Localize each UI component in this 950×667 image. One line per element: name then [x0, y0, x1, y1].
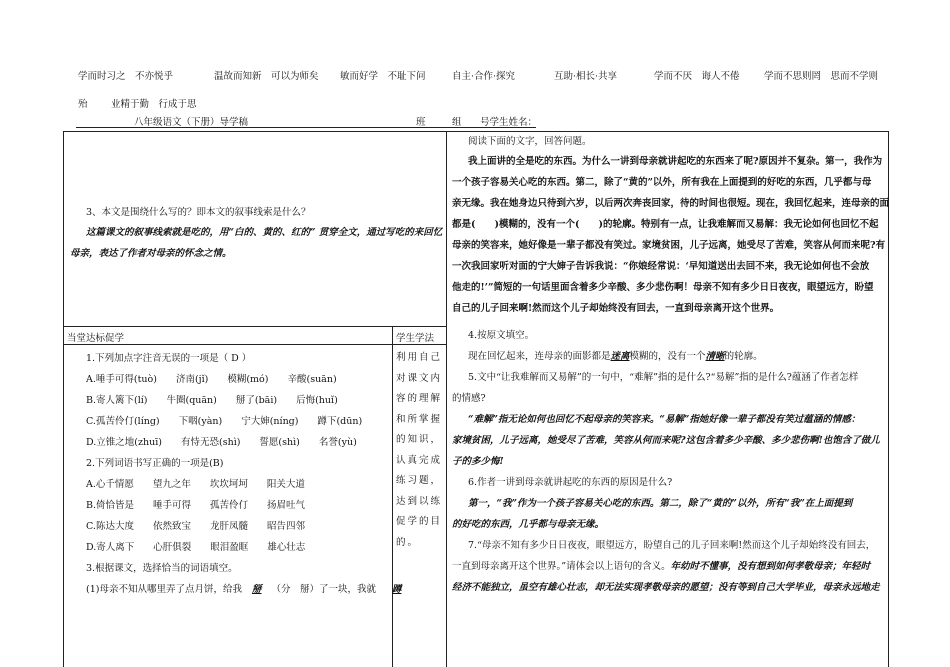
motto-6: 学而不厌 诲人不倦	[654, 71, 740, 82]
motto-2: 温故而知新 可以为师矣	[214, 71, 319, 82]
question-6: 6.作者一讲到母亲就讲起吃的东西的原因是什么?	[468, 477, 673, 488]
motto-9: 业精于勤 行成于思	[111, 99, 197, 110]
student-name-label: 号学生姓名：	[480, 117, 538, 128]
practice-line-7: A.心千情愿 望九之年 坎坎坷坷 阳关大道	[86, 479, 305, 490]
fill-mid: （分 掰）了一块，我就	[271, 584, 376, 595]
header-underline	[76, 127, 536, 128]
section-divider	[63, 326, 446, 327]
answer-6-line-2: 的好吃的东西，几乎都与母亲无缘。	[452, 519, 605, 530]
table-right-border	[888, 131, 889, 667]
answer-6-line-1: 第一，“我”作为一个孩子容易关心吃的东西。第二，除了“黄的”以外，所有“我”在上面提到	[468, 498, 853, 509]
answer-4-word-2: 清晰	[705, 351, 725, 362]
passage-line-6: 一次我回家听对面的宁大婶子告诉我说：“你娘经常说：‘早知道送出去回不来，我无论如何也不会放	[452, 261, 870, 272]
reading-intro: 阅读下面的文字，回答问题。	[468, 136, 592, 147]
side-column-border	[392, 326, 393, 667]
question-5-line-2: 的情感?	[452, 393, 486, 404]
method-text: 利用自己对课文内容的理解和所掌握的知识，认真完成练习题，达到以练促学的目的。	[396, 352, 443, 548]
practice-line-9: C.陈达大度 依然致宝 龙肝凤髓 昭告四邻	[86, 521, 305, 532]
fill-prefix: (1)母亲不知从哪里弄了点月饼，给我	[86, 584, 242, 595]
answer-4-word-1: 迷离	[610, 351, 630, 362]
table-top-border	[63, 131, 888, 132]
passage-line-7: 他走的!’”简短的一句话里面含着多少辛酸、多少悲伤啊！母亲不知有多少日日夜夜，眼望远方，盼望	[452, 282, 874, 293]
table-left-border	[63, 131, 64, 667]
group-label: 组	[452, 117, 462, 128]
question-7-line-2	[452, 558, 870, 572]
motto-3: 敏而好学 不耻下问	[340, 71, 426, 82]
answer-5-line-2: 家境贫困，儿子远离，她受尽了苦难，笑容从何而来呢?这包含着多少辛酸、多少悲伤啊!也饱含了做儿	[452, 435, 880, 446]
answer-5-line-1: “难解”指无论如何也回忆不起母亲的笑容来。“易解”指她好像一辈子都没有笑过蕴涵的情感：	[468, 414, 861, 425]
practice-line-4: C.孤苦伶仃(líng) 下咽(yàn) 宁大婶(níng) 蹲下(dūn)	[86, 416, 363, 427]
passage-line-2: 一个孩子容易关心吃的东西。第二，除了“黄的”以外，所有我在上面提到的好吃的东西，几乎都与母	[452, 177, 872, 188]
answer-3-line-2: 母亲，表达了作者对母亲的怀念之情。	[70, 248, 232, 259]
practice-line-6: 2.下列词语书写正确的一项是(B)	[86, 458, 224, 469]
practice-line-3: B.寄人篱下(lí) 牛圈(quān) 掰了(bāi) 后悔(huǐ)	[86, 395, 338, 406]
practice-line-11: 3.根据课文，选择恰当的词语填空。	[86, 563, 238, 574]
motto-4: 自主·合作·探究	[452, 71, 516, 82]
passage-line-8: 自己的儿子回来啊!然而这个儿子却始终没有回去，一直到母亲离开这个世界。	[452, 303, 780, 314]
question-5-line-1: 5.文中“让我难解而又易解”的一句中，“难解”指的是什么?“易解”指的是什么?蕴涵了作者怎样	[468, 372, 859, 383]
passage-line-3: 亲无缘。我在她身边只待到六岁，以后两次奔丧回家，待的时间也很短。现在，我回忆起来，连母亲的面	[452, 198, 890, 209]
answer-4-mid: 模糊的，没有一个	[629, 351, 706, 362]
practice-title-underline	[63, 344, 446, 345]
question-7-text: 一直到母亲离开这个世界。”请体会以上语句的含义。	[452, 561, 671, 572]
answer-4-prefix: 现在回忆起来，连母亲的面影都是	[468, 351, 611, 362]
answer-4	[468, 348, 763, 362]
practice-line-10: D.寄人离下 心肝俱裂 眼泪盈眶 雄心壮志	[86, 542, 306, 553]
passage-line-4: 都是( )模糊的，没有一个( )的轮廓。特别有一点，让我难解而又易解：我无论如何也回忆不起	[452, 219, 879, 230]
answer-3-line-1: 这篇课文的叙事线索就是吃的，用“白的、黄的、红的” 贯穿全文，通过写吃的来回忆	[86, 227, 443, 238]
fill-answer-2: 蹲	[392, 584, 402, 595]
practice-line-2: A.唾手可得(tuò) 济南(jǐ) 模糊(mó) 辛酸(suān)	[86, 374, 337, 385]
answer-5-line-3: 子的多少悔!	[452, 456, 504, 467]
motto-1: 学而时习之 不亦悦乎	[78, 71, 174, 82]
method-title: 学生学法	[396, 333, 435, 344]
practice-title: 当堂达标促学	[67, 333, 125, 344]
question-3: 3、本文是围绕什么写的？即本文的叙事线索是什么？	[86, 207, 311, 218]
practice-line-5: D.立锥之地(zhuī) 有恃无恐(shì) 誓愿(shì) 名誉(yù)	[86, 437, 357, 448]
motto-7: 学而不思则罔 思而不学则	[764, 71, 879, 82]
passage-line-5: 母亲的笑容来，她好像是一辈子都没有笑过。家境贫困，儿子远离，她受尽了苦难，笑容从何而来呢?有	[452, 240, 886, 251]
page-title: 八年级语文（下册）导学稿	[134, 117, 249, 128]
fill-in-line	[86, 581, 408, 595]
answer-4-suffix: 的轮廓。	[724, 351, 763, 362]
answer-7-line-2: 经济不能独立，虽空有雄心壮志，却无法实现孝敬母亲的愿望；没有等到自己大学毕业，母亲永远地走	[452, 582, 880, 593]
table-middle-border	[446, 131, 447, 667]
question-4: 4.按原文填空。	[468, 330, 535, 341]
passage-line-1: 我上面讲的全是吃的东西。为什么一讲到母亲就讲起吃的东西来了呢?原因并不复杂。第一，我作为	[468, 156, 883, 167]
motto-5: 互助·相长·共享	[554, 71, 618, 82]
motto-8: 殆	[78, 99, 88, 110]
fill-answer-1: 掰	[251, 584, 262, 595]
class-label: 班	[416, 117, 426, 128]
question-7-line-1: 7.“母亲不知有多少日日夜夜，眼望远方，盼望自己的儿子回来啊!然而这个儿子却始终没有回去，	[468, 540, 876, 551]
answer-7-start: 年幼时不懂事，没有想到如何孝敬母亲；年轻时	[670, 561, 871, 572]
practice-line-1: 1.下列加点字注音无误的一项是（ D ）	[86, 353, 252, 364]
practice-line-8: B.倚恰皆是 唾手可得 孤苦伶仃 扬眉吐气	[86, 500, 306, 511]
